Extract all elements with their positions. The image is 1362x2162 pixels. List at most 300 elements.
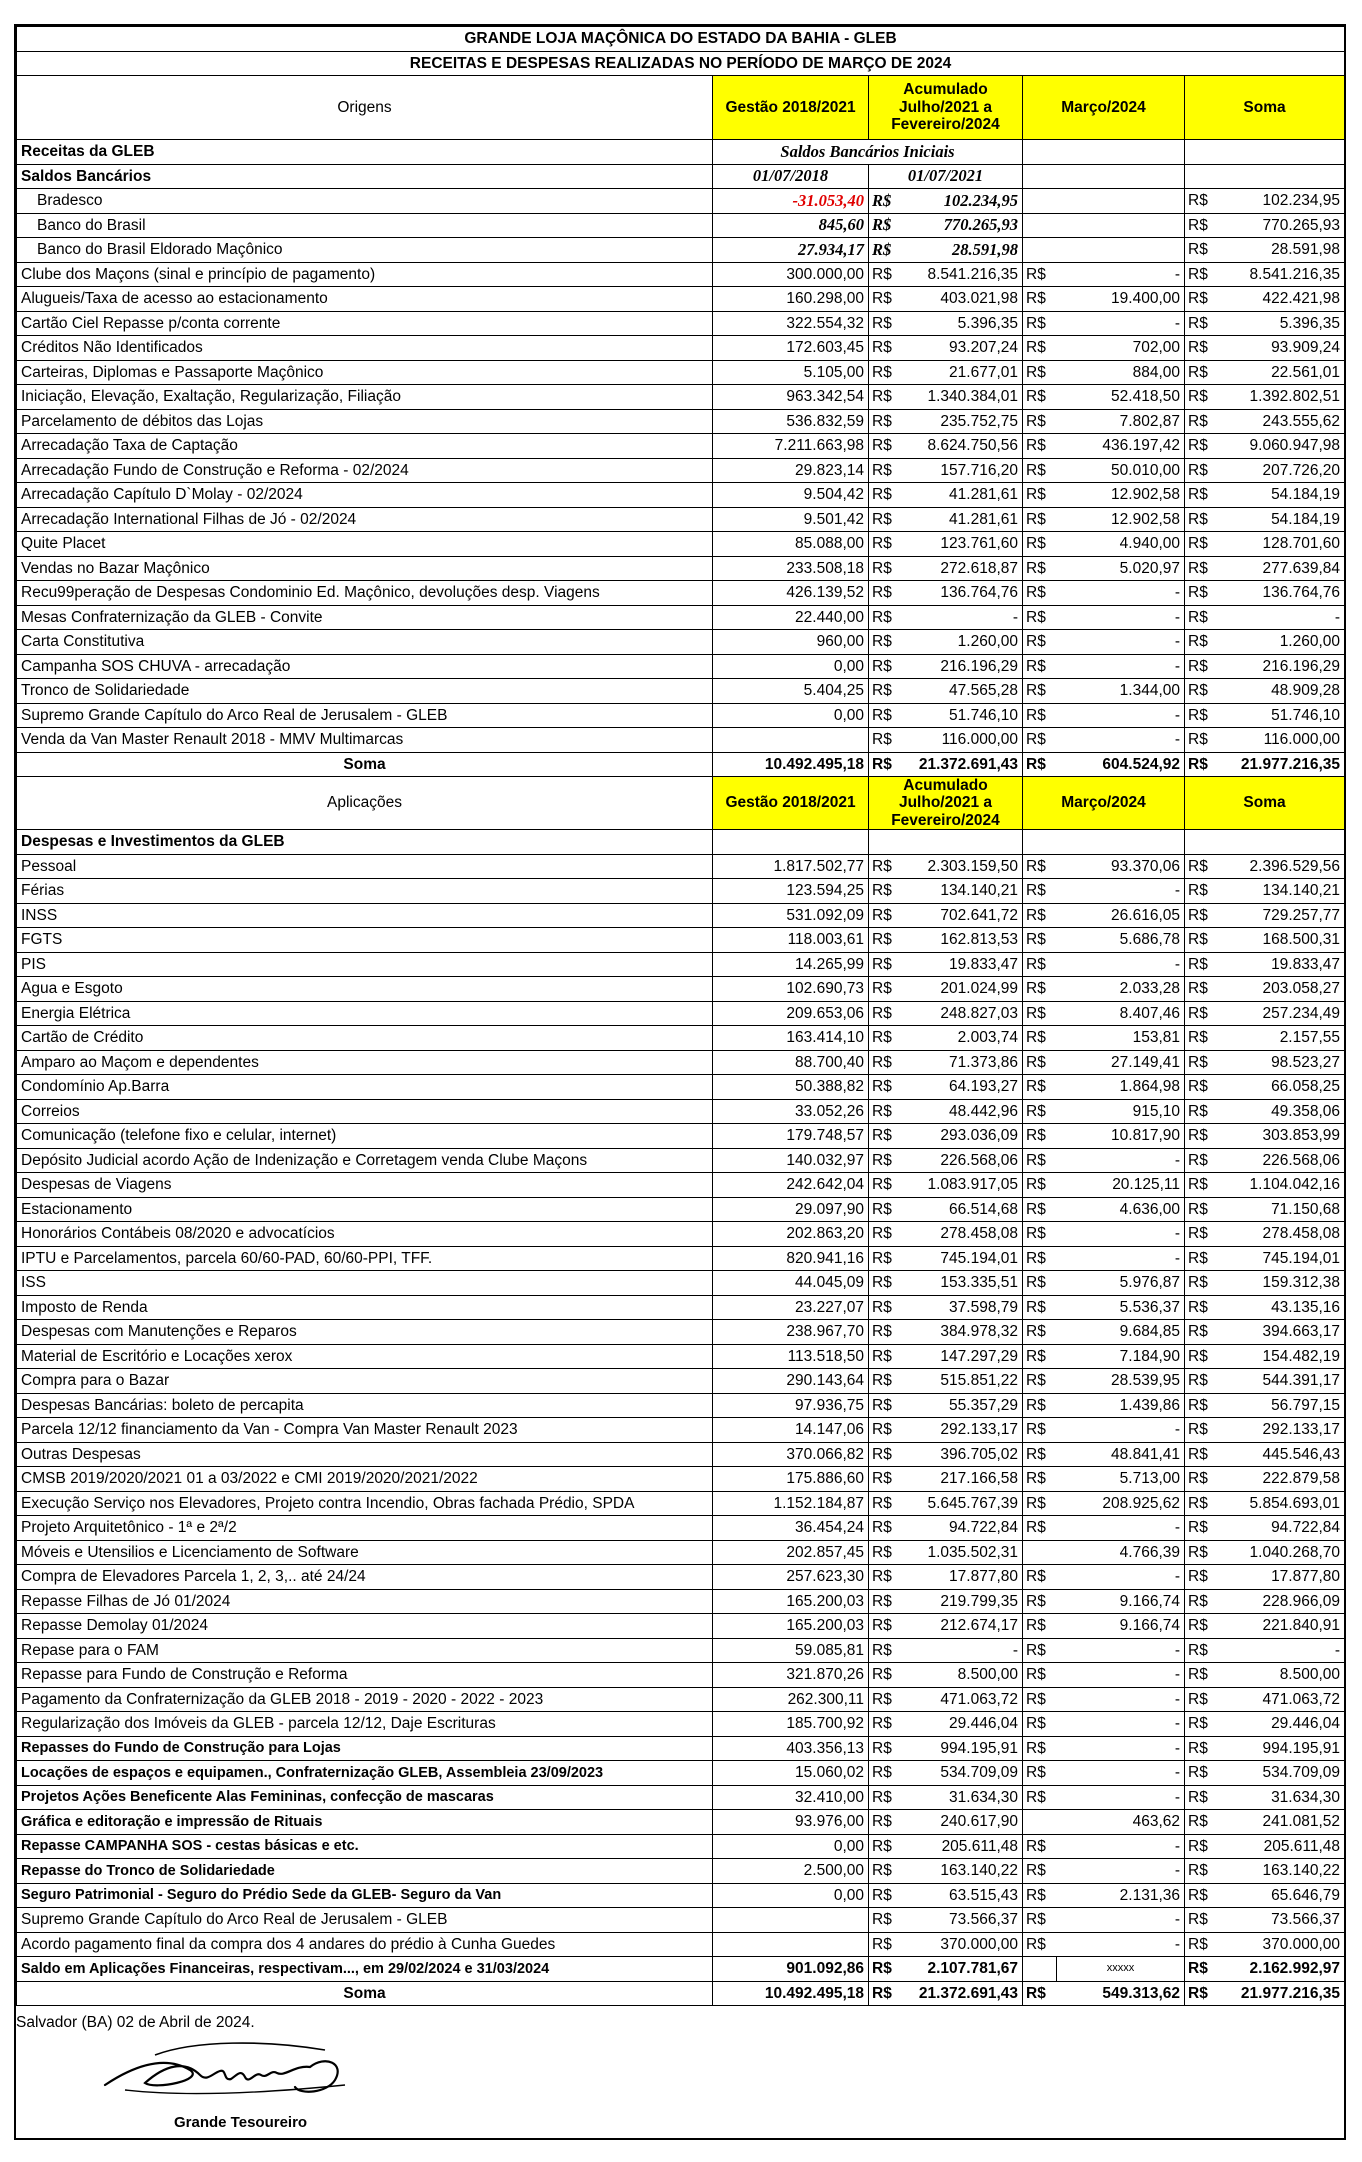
- currency-symbol: R$: [869, 360, 901, 385]
- aplicacoes-heading: Aplicações: [17, 777, 713, 830]
- currency-symbol: R$: [1023, 287, 1057, 312]
- currency-symbol: R$: [1023, 1393, 1057, 1418]
- row-acumulado: 515.851,22: [901, 1369, 1023, 1394]
- row-acumulado: 235.752,75: [901, 409, 1023, 434]
- row-soma: -: [1219, 605, 1345, 630]
- currency-symbol: R$: [869, 1173, 901, 1198]
- currency-symbol: R$: [869, 1124, 901, 1149]
- table-row: [17, 1932, 1345, 1957]
- row-soma: 73.566,37: [1219, 1908, 1345, 1933]
- row-label: Agua e Esgoto: [17, 977, 713, 1002]
- row-gestao: [713, 1908, 869, 1933]
- row-acumulado: -: [901, 605, 1023, 630]
- saldo-label: Saldo em Aplicações Financeiras, respectivam..., em 29/02/2024 e 31/03/2024: [17, 1957, 713, 1982]
- row-acumulado: 702.641,72: [901, 903, 1023, 928]
- currency-symbol: R$: [1185, 1589, 1219, 1614]
- row-marco: -: [1057, 1712, 1185, 1737]
- row-label: Carteiras, Diplomas e Passaporte Maçônico: [17, 360, 713, 385]
- row-acumulado: 745.194,01: [901, 1246, 1023, 1271]
- row-soma: 5.854.693,01: [1219, 1491, 1345, 1516]
- row-label: Estacionamento: [17, 1197, 713, 1222]
- currency-symbol: R$: [869, 507, 901, 532]
- row-acumulado: 217.166,58: [901, 1467, 1023, 1492]
- currency-symbol: R$: [869, 1761, 901, 1786]
- row-label: Alugueis/Taxa de acesso ao estacionamento: [17, 287, 713, 312]
- row-label: Arrecadação Fundo de Construção e Reforma - 02/2024: [17, 458, 713, 483]
- table-row: [17, 1271, 1345, 1296]
- report-subtitle: RECEITAS E DESPESAS REALIZADAS NO PERÍODO DE MARÇO DE 2024: [17, 51, 1345, 76]
- row-marco: -: [1057, 1663, 1185, 1688]
- currency-symbol: R$: [869, 1344, 901, 1369]
- row-gestao: 9.504,42: [713, 483, 869, 508]
- col-soma-header: Soma: [1185, 777, 1345, 830]
- row-marco: -: [1057, 605, 1185, 630]
- currency-symbol: R$: [1185, 1026, 1219, 1051]
- table-row: [17, 1614, 1345, 1639]
- total-label: Soma: [17, 752, 713, 777]
- row-soma: 29.446,04: [1219, 1712, 1345, 1737]
- table-row: [17, 605, 1345, 630]
- row-soma: 49.358,06: [1219, 1099, 1345, 1124]
- currency-symbol: R$: [1185, 1859, 1219, 1884]
- total-acumulado: 21.372.691,43: [901, 1981, 1023, 2006]
- row-acumulado: 29.446,04: [901, 1712, 1023, 1737]
- table-row: [17, 409, 1345, 434]
- table-row: [17, 1883, 1345, 1908]
- row-acumulado: 2.303.159,50: [901, 854, 1023, 879]
- row-label: Parcelamento de débitos das Lojas: [17, 409, 713, 434]
- table-row: [17, 287, 1345, 312]
- currency-symbol: R$: [1023, 1026, 1057, 1051]
- row-marco: -: [1057, 262, 1185, 287]
- currency-symbol: R$: [1023, 903, 1057, 928]
- row-soma: 98.523,27: [1219, 1050, 1345, 1075]
- row-gestao: 14.147,06: [713, 1418, 869, 1443]
- saldos-iniciais-heading: Saldos Bancários Iniciais: [713, 140, 1023, 165]
- col-gestao-header: Gestão 2018/2021: [713, 76, 869, 140]
- empty-cell: [713, 830, 869, 855]
- row-acumulado: 48.442,96: [901, 1099, 1023, 1124]
- currency-symbol: R$: [1023, 1981, 1057, 2006]
- currency-symbol: R$: [869, 679, 901, 704]
- row-soma: 31.634,30: [1219, 1785, 1345, 1810]
- table-row: [17, 1418, 1345, 1443]
- col-acumulado-header: Acumulado Julho/2021 a Fevereiro/2024: [869, 76, 1023, 140]
- row-marco: 5.976,87: [1057, 1271, 1185, 1296]
- row-acumulado: 201.024,99: [901, 977, 1023, 1002]
- row-marco: 48.841,41: [1057, 1442, 1185, 1467]
- bank-row: [17, 238, 1345, 263]
- row-soma: 154.482,19: [1219, 1344, 1345, 1369]
- row-marco: 27.149,41: [1057, 1050, 1185, 1075]
- currency-symbol: R$: [1185, 1785, 1219, 1810]
- currency-symbol: R$: [1023, 1589, 1057, 1614]
- table-row: [17, 1099, 1345, 1124]
- table-row: [17, 928, 1345, 953]
- row-soma: 54.184,19: [1219, 507, 1345, 532]
- row-gestao: 2.500,00: [713, 1859, 869, 1884]
- row-acumulado: 292.133,17: [901, 1418, 1023, 1443]
- currency-symbol: R$: [1185, 287, 1219, 312]
- row-gestao: 1.817.502,77: [713, 854, 869, 879]
- row-soma: 216.196,29: [1219, 654, 1345, 679]
- row-label: Despesas com Manutenções e Reparos: [17, 1320, 713, 1345]
- currency-symbol: R$: [1023, 630, 1057, 655]
- currency-symbol: R$: [1185, 1418, 1219, 1443]
- row-acumulado: 205.611,48: [901, 1834, 1023, 1859]
- row-acumulado: 5.396,35: [901, 311, 1023, 336]
- table-row: [17, 1246, 1345, 1271]
- row-marco: 1.439,86: [1057, 1393, 1185, 1418]
- row-marco: -: [1057, 311, 1185, 336]
- currency-symbol: R$: [1185, 213, 1219, 238]
- currency-symbol: R$: [1023, 605, 1057, 630]
- currency-symbol: R$: [1023, 262, 1057, 287]
- row-gestao: 165.200,03: [713, 1614, 869, 1639]
- row-label: Locações de espaços e equipamen., Confraternização GLEB, Assembleia 23/09/2023: [17, 1761, 713, 1786]
- row-label: Repasse do Tronco de Solidariedade: [17, 1859, 713, 1884]
- row-soma: 65.646,79: [1219, 1883, 1345, 1908]
- row-marco: 9.166,74: [1057, 1589, 1185, 1614]
- row-acumulado: 47.565,28: [901, 679, 1023, 704]
- currency-symbol: R$: [869, 287, 901, 312]
- row-gestao: 93.976,00: [713, 1810, 869, 1835]
- row-acumulado: 1.083.917,05: [901, 1173, 1023, 1198]
- row-acumulado: 212.674,17: [901, 1614, 1023, 1639]
- row-gestao: 0,00: [713, 1834, 869, 1859]
- table-row: [17, 1516, 1345, 1541]
- row-label: Supremo Grande Capítulo do Arco Real de Jerusalem - GLEB: [17, 703, 713, 728]
- row-gestao: 32.410,00: [713, 1785, 869, 1810]
- row-gestao: 257.623,30: [713, 1565, 869, 1590]
- row-label: Repasses do Fundo de Construção para Lojas: [17, 1736, 713, 1761]
- empty-cell: [869, 830, 1023, 855]
- row-marco: -: [1057, 1761, 1185, 1786]
- currency-symbol: R$: [869, 1295, 901, 1320]
- table-row: [17, 1785, 1345, 1810]
- currency-symbol: R$: [869, 1246, 901, 1271]
- row-label: Projetos Ações Beneficente Alas Femininas, confecção de mascaras: [17, 1785, 713, 1810]
- currency-symbol: R$: [1023, 1197, 1057, 1222]
- currency-symbol: R$: [1185, 1712, 1219, 1737]
- currency-symbol: R$: [1185, 728, 1219, 753]
- currency-symbol: R$: [1023, 458, 1057, 483]
- row-gestao: 36.454,24: [713, 1516, 869, 1541]
- currency-symbol: R$: [869, 213, 901, 238]
- currency-symbol: R$: [1023, 1295, 1057, 1320]
- row-acumulado: 63.515,43: [901, 1883, 1023, 1908]
- row-gestao: 262.300,11: [713, 1687, 869, 1712]
- currency-symbol: R$: [869, 458, 901, 483]
- bank-acumulado: 28.591,98: [901, 238, 1023, 263]
- currency-symbol: R$: [1185, 507, 1219, 532]
- total-acumulado: 21.372.691,43: [901, 752, 1023, 777]
- row-marco: 2.033,28: [1057, 977, 1185, 1002]
- row-label: PIS: [17, 952, 713, 977]
- currency-symbol: R$: [869, 977, 901, 1002]
- row-gestao: 820.941,16: [713, 1246, 869, 1271]
- row-gestao: 102.690,73: [713, 977, 869, 1002]
- col-acumulado-header: Acumulado Julho/2021 a Fevereiro/2024: [869, 777, 1023, 830]
- table-row: [17, 1712, 1345, 1737]
- row-gestao: 22.440,00: [713, 605, 869, 630]
- row-gestao: 15.060,02: [713, 1761, 869, 1786]
- row-label: Venda da Van Master Renault 2018 - MMV Multimarcas: [17, 728, 713, 753]
- row-soma: 471.063,72: [1219, 1687, 1345, 1712]
- row-marco: -: [1057, 1736, 1185, 1761]
- row-gestao: 290.143,64: [713, 1369, 869, 1394]
- currency-symbol: R$: [1023, 879, 1057, 904]
- row-acumulado: 55.357,29: [901, 1393, 1023, 1418]
- currency-symbol: R$: [1023, 952, 1057, 977]
- currency-symbol: R$: [1185, 1197, 1219, 1222]
- currency-symbol: R$: [869, 854, 901, 879]
- currency-symbol: R$: [1185, 1932, 1219, 1957]
- row-label: INSS: [17, 903, 713, 928]
- currency-symbol: R$: [1185, 928, 1219, 953]
- table-row: [17, 854, 1345, 879]
- row-acumulado: 17.877,80: [901, 1565, 1023, 1590]
- row-acumulado: 94.722,84: [901, 1516, 1023, 1541]
- row-label: Férias: [17, 879, 713, 904]
- row-soma: 43.135,16: [1219, 1295, 1345, 1320]
- saldo-gestao: 901.092,86: [713, 1957, 869, 1982]
- row-acumulado: 226.568,06: [901, 1148, 1023, 1173]
- table-row: [17, 1859, 1345, 1884]
- row-gestao: 426.139,52: [713, 581, 869, 606]
- row-marco: -: [1057, 1222, 1185, 1247]
- financial-report-table: [16, 26, 1345, 2006]
- currency-symbol: R$: [1023, 1271, 1057, 1296]
- row-marco: -: [1057, 1687, 1185, 1712]
- row-label: Comunicação (telefone fixo e celular, internet): [17, 1124, 713, 1149]
- currency-symbol: R$: [1023, 1099, 1057, 1124]
- row-marco: -: [1057, 1932, 1185, 1957]
- currency-symbol: R$: [1023, 1344, 1057, 1369]
- row-soma: 134.140,21: [1219, 879, 1345, 904]
- row-gestao: [713, 728, 869, 753]
- row-label: Amparo ao Maçom e dependentes: [17, 1050, 713, 1075]
- currency-symbol: R$: [869, 532, 901, 557]
- currency-symbol: R$: [869, 336, 901, 361]
- currency-symbol: R$: [1185, 1271, 1219, 1296]
- row-soma: 8.541.216,35: [1219, 262, 1345, 287]
- row-marco: 884,00: [1057, 360, 1185, 385]
- currency-symbol: R$: [1185, 1467, 1219, 1492]
- row-acumulado: 1.260,00: [901, 630, 1023, 655]
- row-soma: 17.877,80: [1219, 1565, 1345, 1590]
- row-soma: 2.157,55: [1219, 1026, 1345, 1051]
- table-row: [17, 458, 1345, 483]
- currency-symbol: R$: [1185, 605, 1219, 630]
- row-acumulado: 19.833,47: [901, 952, 1023, 977]
- bank-name: Banco do Brasil: [17, 213, 713, 238]
- currency-symbol: R$: [1185, 1246, 1219, 1271]
- table-row: [17, 1834, 1345, 1859]
- row-acumulado: 240.617,90: [901, 1810, 1023, 1835]
- currency-symbol: R$: [1185, 903, 1219, 928]
- row-marco: 915,10: [1057, 1099, 1185, 1124]
- row-marco: 4.636,00: [1057, 1197, 1185, 1222]
- row-soma: 116.000,00: [1219, 728, 1345, 753]
- row-marco: -: [1057, 1418, 1185, 1443]
- row-gestao: 209.653,06: [713, 1001, 869, 1026]
- currency-symbol: R$: [1185, 556, 1219, 581]
- row-soma: 370.000,00: [1219, 1932, 1345, 1957]
- currency-symbol: R$: [869, 1099, 901, 1124]
- currency-symbol: R$: [869, 1687, 901, 1712]
- currency-symbol: R$: [1185, 1540, 1219, 1565]
- row-soma: 48.909,28: [1219, 679, 1345, 704]
- currency-symbol: R$: [1023, 1222, 1057, 1247]
- row-soma: 8.500,00: [1219, 1663, 1345, 1688]
- total-label: Soma: [17, 1981, 713, 2006]
- currency-symbol: R$: [1185, 1173, 1219, 1198]
- currency-symbol: R$: [869, 556, 901, 581]
- currency-symbol: R$: [1185, 1369, 1219, 1394]
- table-row: [17, 556, 1345, 581]
- bank-row: [17, 189, 1345, 214]
- row-label: Regularização dos Imóveis da GLEB - parcela 12/12, Daje Escrituras: [17, 1712, 713, 1737]
- row-label: Imposto de Renda: [17, 1295, 713, 1320]
- row-gestao: 185.700,92: [713, 1712, 869, 1737]
- row-marco: 5.713,00: [1057, 1467, 1185, 1492]
- bank-acumulado: 770.265,93: [901, 213, 1023, 238]
- table-row: [17, 952, 1345, 977]
- row-gestao: 113.518,50: [713, 1344, 869, 1369]
- bank-gestao: -31.053,40: [713, 189, 869, 214]
- date-gestao: 01/07/2018: [713, 164, 869, 189]
- row-acumulado: 293.036,09: [901, 1124, 1023, 1149]
- currency-symbol: R$: [1023, 1418, 1057, 1443]
- currency-symbol: R$: [1185, 1295, 1219, 1320]
- currency-symbol: R$: [869, 262, 901, 287]
- empty-cell: [1023, 140, 1185, 165]
- currency-symbol: R$: [869, 1369, 901, 1394]
- currency-symbol: R$: [869, 1908, 901, 1933]
- row-soma: 5.396,35: [1219, 311, 1345, 336]
- currency-symbol: R$: [869, 1320, 901, 1345]
- currency-symbol: R$: [1023, 581, 1057, 606]
- currency-symbol: R$: [1185, 311, 1219, 336]
- currency-symbol: R$: [1185, 336, 1219, 361]
- bank-soma: 770.265,93: [1219, 213, 1345, 238]
- row-acumulado: 71.373,86: [901, 1050, 1023, 1075]
- currency-symbol: R$: [1023, 532, 1057, 557]
- saldo-acumulado: 2.107.781,67: [901, 1957, 1023, 1982]
- currency-symbol: R$: [1023, 1246, 1057, 1271]
- currency-symbol: R$: [1023, 1834, 1057, 1859]
- currency-symbol: R$: [869, 1589, 901, 1614]
- table-row: [17, 385, 1345, 410]
- row-soma: 422.421,98: [1219, 287, 1345, 312]
- currency-symbol: R$: [1185, 854, 1219, 879]
- row-soma: 71.150,68: [1219, 1197, 1345, 1222]
- currency-symbol: R$: [869, 1001, 901, 1026]
- total-gestao: 10.492.495,18: [713, 752, 869, 777]
- origens-total-row: [17, 752, 1345, 777]
- table-row: [17, 360, 1345, 385]
- currency-symbol: R$: [869, 1736, 901, 1761]
- row-marco: -: [1057, 1638, 1185, 1663]
- table-row: [17, 262, 1345, 287]
- row-gestao: 44.045,09: [713, 1271, 869, 1296]
- row-gestao: 0,00: [713, 703, 869, 728]
- signature: [95, 2035, 435, 2105]
- table-row: [17, 1540, 1345, 1565]
- currency-symbol: R$: [869, 903, 901, 928]
- currency-symbol: R$: [869, 1271, 901, 1296]
- row-label: Despesas de Viagens: [17, 1173, 713, 1198]
- currency-symbol: R$: [1185, 1075, 1219, 1100]
- currency-symbol: R$: [869, 1785, 901, 1810]
- row-gestao: 960,00: [713, 630, 869, 655]
- currency-symbol: R$: [1185, 1565, 1219, 1590]
- table-row: [17, 1148, 1345, 1173]
- currency-symbol: R$: [1185, 879, 1219, 904]
- currency-symbol: R$: [1023, 1565, 1057, 1590]
- currency-symbol: R$: [869, 1565, 901, 1590]
- currency-symbol: R$: [869, 1810, 901, 1835]
- row-acumulado: 8.541.216,35: [901, 262, 1023, 287]
- row-label: Clube dos Maçons (sinal e princípio de pagamento): [17, 262, 713, 287]
- table-row: [17, 1663, 1345, 1688]
- row-label: Quite Placet: [17, 532, 713, 557]
- currency-symbol: R$: [1185, 1834, 1219, 1859]
- currency-symbol: R$: [1185, 1050, 1219, 1075]
- row-acumulado: 248.827,03: [901, 1001, 1023, 1026]
- row-acumulado: 5.645.767,39: [901, 1491, 1023, 1516]
- currency-symbol: R$: [1185, 458, 1219, 483]
- row-soma: 222.879,58: [1219, 1467, 1345, 1492]
- currency-symbol: R$: [1023, 1467, 1057, 1492]
- row-label: Carta Constitutiva: [17, 630, 713, 655]
- row-marco: 9.684,85: [1057, 1320, 1185, 1345]
- row-gestao: 140.032,97: [713, 1148, 869, 1173]
- bank-gestao: 27.934,17: [713, 238, 869, 263]
- bank-soma: 102.234,95: [1219, 189, 1345, 214]
- despesas-section-title: Despesas e Investimentos da GLEB: [17, 830, 713, 855]
- currency-symbol: R$: [869, 1197, 901, 1222]
- row-soma: 66.058,25: [1219, 1075, 1345, 1100]
- currency-symbol: R$: [1023, 311, 1057, 336]
- table-row: [17, 483, 1345, 508]
- row-gestao: 0,00: [713, 654, 869, 679]
- table-row: [17, 1295, 1345, 1320]
- currency-symbol: R$: [1023, 928, 1057, 953]
- currency-symbol: R$: [869, 581, 901, 606]
- row-label: Vendas no Bazar Maçônico: [17, 556, 713, 581]
- row-marco: 208.925,62: [1057, 1491, 1185, 1516]
- row-label: Acordo pagamento final da compra dos 4 andares do prédio à Cunha Guedes: [17, 1932, 713, 1957]
- currency-symbol: R$: [1185, 1663, 1219, 1688]
- currency-symbol: R$: [1185, 654, 1219, 679]
- currency-symbol: R$: [1023, 1638, 1057, 1663]
- currency-symbol: R$: [1023, 1173, 1057, 1198]
- row-soma: 159.312,38: [1219, 1271, 1345, 1296]
- row-gestao: 88.700,40: [713, 1050, 869, 1075]
- currency-symbol: R$: [1185, 752, 1219, 777]
- currency-symbol: R$: [1185, 262, 1219, 287]
- row-marco: -: [1057, 1516, 1185, 1541]
- table-row: [17, 336, 1345, 361]
- currency-symbol: R$: [1023, 1516, 1057, 1541]
- currency-symbol: R$: [1023, 1859, 1057, 1884]
- row-marco: 153,81: [1057, 1026, 1185, 1051]
- row-soma: 292.133,17: [1219, 1418, 1345, 1443]
- row-acumulado: 994.195,91: [901, 1736, 1023, 1761]
- currency-symbol: R$: [869, 728, 901, 753]
